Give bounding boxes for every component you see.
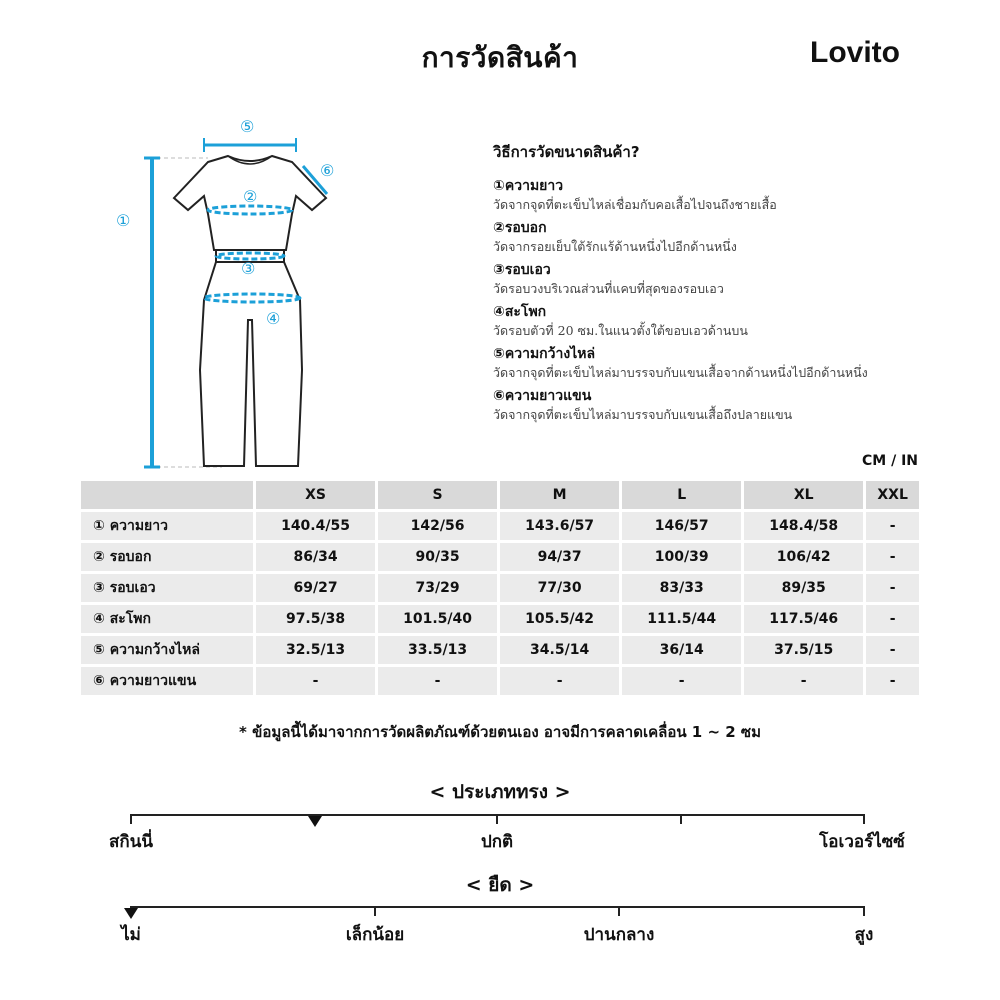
size-header: XS (256, 481, 375, 509)
guide-item (493, 176, 953, 214)
guide-heading: ①ความยาว (493, 178, 564, 194)
size-table (78, 478, 922, 698)
fit-label-regular: ปกติ (480, 832, 514, 852)
fit-tick (863, 814, 865, 824)
guide-heading: ③รอบเอว (493, 262, 551, 278)
table-corner (81, 481, 253, 509)
table-row (81, 512, 919, 540)
mark-sleeve: ⑥ (320, 161, 335, 180)
size-header: XL (744, 481, 863, 509)
brand-logo: Lovito (810, 36, 900, 69)
table-cell: 105.5/42 (500, 605, 619, 633)
jumpsuit-illustration (100, 110, 360, 480)
guide-desc: วัดจากจุดที่ตะเข็บไหล่เชื่อมกับคอเสื้อไปจนถึงชายเสื้อ (493, 197, 777, 212)
garment-figure (100, 110, 360, 480)
row-label: ④ สะโพก (81, 605, 253, 633)
guide-desc: วัดจากรอยเย็บใต้รักแร้ด้านหนึ่งไปอีกด้านหนึ่ง (493, 239, 737, 254)
stretch-tick (374, 906, 376, 916)
stretch-label-high: สูง (854, 925, 874, 945)
mark-hip: ④ (266, 309, 281, 328)
mark-waist: ③ (241, 259, 256, 278)
stretch-tick (863, 906, 865, 916)
table-row (81, 574, 919, 602)
guide-desc: วัดจากจุดที่ตะเข็บไหล่มาบรรจบกับแขนเสื้อถึงปลายแขน (493, 407, 793, 422)
table-cell: 86/34 (256, 543, 375, 571)
size-header: S (378, 481, 497, 509)
table-cell: 140.4/55 (256, 512, 375, 540)
measurement-note: * ข้อมูลนี้ได้มาจากการวัดผลิตภัณฑ์ด้วยตนเอง อาจมีการคลาดเคลื่อน 1 ~ 2 ซม (239, 723, 761, 741)
stretch-scale (130, 906, 865, 908)
table-cell: - (866, 636, 919, 664)
table-cell: 32.5/13 (256, 636, 375, 664)
table-cell: 36/14 (622, 636, 741, 664)
table-cell: 37.5/15 (744, 636, 863, 664)
table-cell: - (866, 543, 919, 571)
guide-heading: ⑥ความยาวแขน (493, 388, 592, 404)
table-cell: - (500, 667, 619, 695)
table-cell: 100/39 (622, 543, 741, 571)
fit-label-oversize: โอเวอร์ไซซ์ (819, 832, 905, 852)
table-cell: 94/37 (500, 543, 619, 571)
table-cell: 69/27 (256, 574, 375, 602)
table-cell: 117.5/46 (744, 605, 863, 633)
table-cell: 106/42 (744, 543, 863, 571)
table-cell: 90/35 (378, 543, 497, 571)
table-cell: 34.5/14 (500, 636, 619, 664)
stretch-label-none: ไม่ (121, 925, 141, 945)
stretch-title: < ยืด > (465, 874, 535, 896)
size-header: XXL (866, 481, 919, 509)
guide-desc: วัดรอบวงบริเวณส่วนที่แคบที่สุดของรอบเอว (493, 281, 724, 296)
table-row (81, 636, 919, 664)
fit-title: < ประเภททรง > (429, 781, 571, 803)
table-row (81, 543, 919, 571)
guide-heading: ⑤ความกว้างไหล่ (493, 346, 596, 362)
table-cell: 77/30 (500, 574, 619, 602)
unit-label: CM / IN (862, 453, 918, 469)
size-header: M (500, 481, 619, 509)
table-cell: 111.5/44 (622, 605, 741, 633)
table-header-row (81, 481, 919, 509)
row-label: ⑤ ความกว้างไหล่ (81, 636, 253, 664)
table-cell: - (378, 667, 497, 695)
table-cell: - (622, 667, 741, 695)
stretch-label-slight: เล็กน้อย (345, 925, 405, 945)
mark-shoulder: ⑤ (240, 117, 255, 136)
row-label: ① ความยาว (81, 512, 253, 540)
mark-length: ① (116, 211, 131, 230)
guide-item (493, 218, 953, 256)
table-cell: - (256, 667, 375, 695)
table-cell: 73/29 (378, 574, 497, 602)
table-cell: 143.6/57 (500, 512, 619, 540)
fit-label-skinny: สกินนี่ (109, 832, 153, 852)
stretch-tick (618, 906, 620, 916)
mark-bust: ② (243, 187, 258, 206)
table-row (81, 605, 919, 633)
size-header: L (622, 481, 741, 509)
fit-tick (130, 814, 132, 824)
table-cell: 142/56 (378, 512, 497, 540)
table-cell: 148.4/58 (744, 512, 863, 540)
table-cell: - (866, 574, 919, 602)
guide-heading: ②รอบอก (493, 220, 547, 236)
stretch-marker (124, 908, 138, 919)
table-cell: - (744, 667, 863, 695)
guide-item (493, 386, 953, 424)
fit-tick (496, 814, 498, 824)
table-cell: 89/35 (744, 574, 863, 602)
stretch-label-medium: ปานกลาง (583, 925, 655, 945)
table-cell: - (866, 667, 919, 695)
page-title: การวัดสินค้า (421, 41, 579, 74)
row-label: ③ รอบเอว (81, 574, 253, 602)
measuring-guide (493, 140, 953, 428)
guide-title: วิธีการวัดขนาดสินค้า? (493, 143, 640, 161)
guide-desc: วัดจากจุดที่ตะเข็บไหล่มาบรรจบกับแขนเสื้อจากด้านหนึ่งไปอีกด้านหนึ่ง (493, 365, 868, 380)
guide-item (493, 302, 953, 340)
row-label: ② รอบอก (81, 543, 253, 571)
table-cell: 101.5/40 (378, 605, 497, 633)
fit-scale (130, 814, 865, 816)
table-cell: 146/57 (622, 512, 741, 540)
table-cell: - (866, 605, 919, 633)
table-row (81, 667, 919, 695)
fit-tick (680, 814, 682, 824)
row-label: ⑥ ความยาวแขน (81, 667, 253, 695)
table-cell: 97.5/38 (256, 605, 375, 633)
guide-heading: ④สะโพก (493, 304, 547, 320)
guide-desc: วัดรอบตัวที่ 20 ซม.ในแนวตั้งใต้ขอบเอวด้านบน (493, 323, 748, 338)
fit-marker (308, 816, 322, 827)
table-cell: 33.5/13 (378, 636, 497, 664)
guide-item (493, 344, 953, 382)
table-cell: - (866, 512, 919, 540)
guide-item (493, 260, 953, 298)
table-cell: 83/33 (622, 574, 741, 602)
